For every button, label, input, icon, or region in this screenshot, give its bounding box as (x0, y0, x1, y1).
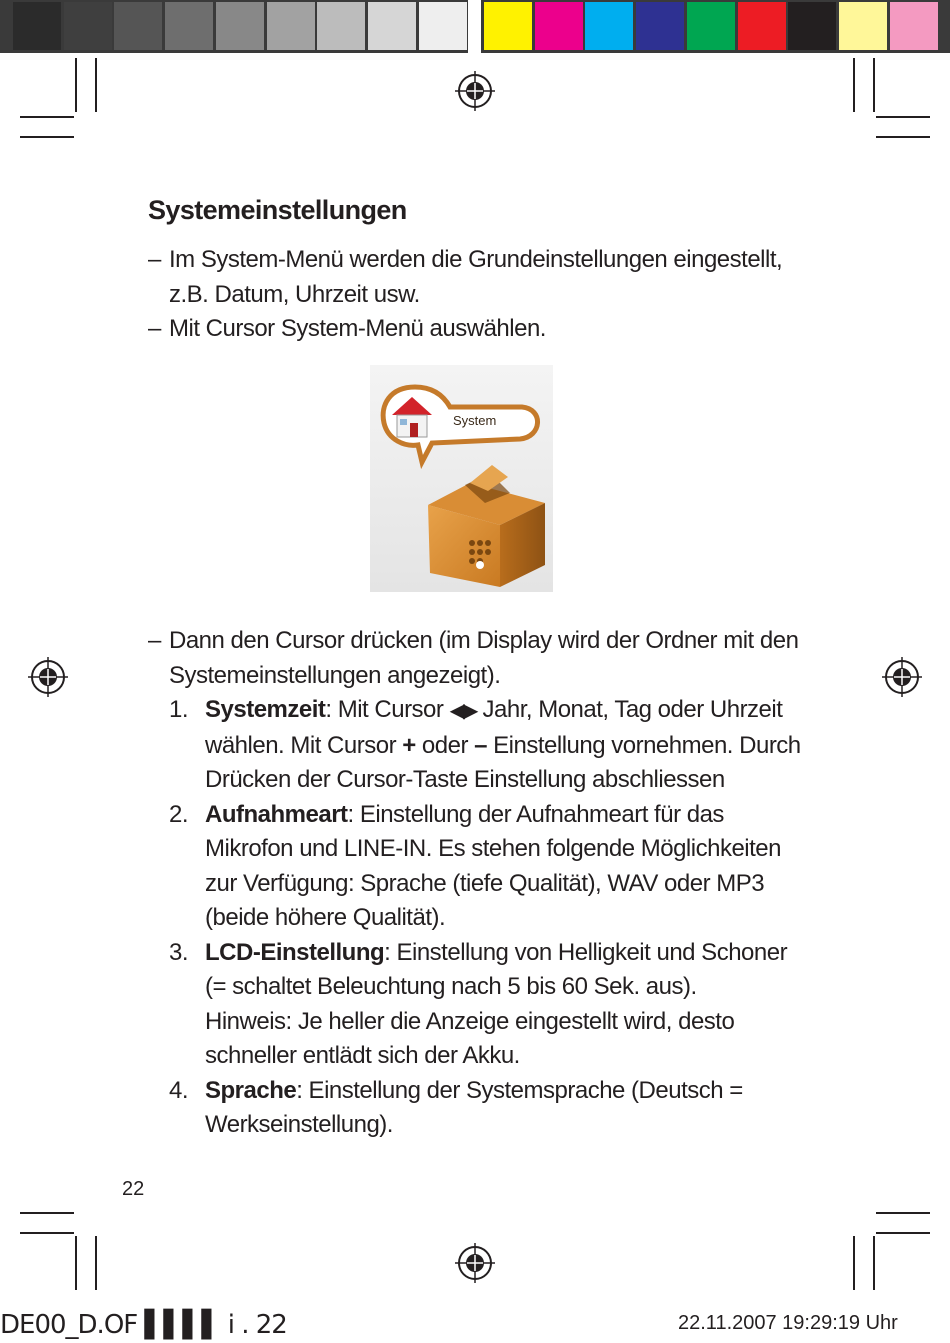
system-menu-illustration (370, 365, 553, 592)
gray-swatch (419, 2, 467, 50)
gray-swatch (317, 2, 365, 50)
numbered-item (148, 693, 808, 798)
list-item-text: Dann den Cursor drücken (im Display wird der Ordner mit den Systemeinstellungen angezeigt). (169, 627, 799, 689)
color-swatch (585, 2, 633, 50)
registration-mark-icon (881, 656, 923, 698)
crop-mark (75, 1236, 77, 1290)
print-slug-filename: DE00_D.OF ▌▌▌▌ i . 22 (0, 1310, 287, 1340)
color-swatch (890, 2, 938, 50)
item-term: Aufnahmeart (205, 800, 348, 828)
crop-mark (876, 1212, 930, 1214)
crop-mark (20, 136, 74, 138)
crop-mark (75, 58, 77, 112)
item-text: : Einstellung der Systemsprache (Deutsch = Werkseinstellung). (205, 1076, 743, 1138)
crop-mark (95, 58, 97, 112)
crop-mark (873, 58, 875, 112)
color-swatch (687, 2, 735, 50)
crop-mark (20, 116, 74, 118)
minus-symbol: – (474, 731, 487, 759)
crop-mark (20, 1232, 74, 1234)
gray-swatch (368, 2, 416, 50)
item-number: 4. (169, 1076, 189, 1104)
crop-mark (876, 116, 930, 118)
numbered-item (148, 936, 808, 1074)
system-menu-label: System (453, 413, 497, 428)
crop-mark (873, 1236, 875, 1290)
item-note: Hinweis: Je heller die Anzeige eingestellt wird, desto schneller entlädt sich der Akku. (205, 1007, 735, 1069)
cursor-arrows-icon: ◀▶ (449, 700, 477, 722)
crop-mark (20, 1212, 74, 1214)
page-title: Systemeinstellungen (148, 195, 407, 225)
crop-mark (876, 1232, 930, 1234)
registration-mark-icon (27, 656, 69, 698)
list-item (148, 624, 808, 693)
item-term: Sprache (205, 1076, 297, 1104)
intro-list (148, 243, 808, 347)
page-number: 22 (122, 1178, 145, 1200)
list-item-text: Mit Cursor System-Menü auswählen. (169, 315, 546, 342)
color-swatch (788, 2, 836, 50)
registration-mark-icon (454, 70, 496, 112)
item-number: 3. (169, 938, 189, 966)
print-color-bar (0, 0, 950, 54)
color-swatch (535, 2, 583, 50)
item-term: Systemzeit (205, 696, 326, 723)
gray-swatch (13, 2, 61, 50)
registration-mark-icon (454, 1242, 496, 1284)
list-item (148, 243, 808, 312)
crop-mark (876, 136, 930, 138)
dash-marker: – (148, 246, 161, 273)
item-text: : Einstellung der Aufnahmeart für das Mikrofon und LINE-IN. Es stehen folgende Möglichkeiten zur Verfügung: Sprache (tiefe Qualität), WAV oder MP3 (beide höhere Qualität). (205, 800, 781, 931)
item-text: Einstellung vornehmen. Durch Drücken der Cursor-Taste Einstellung abschliessen (205, 731, 801, 793)
item-number: 1. (169, 696, 189, 723)
gray-swatch (114, 2, 162, 50)
item-number: 2. (169, 800, 189, 828)
crop-mark (853, 58, 855, 112)
color-swatch (738, 2, 786, 50)
numbered-item (148, 798, 808, 936)
color-swatch (636, 2, 684, 50)
system-menu-figure (370, 365, 553, 592)
item-text: : Einstellung von Helligkeit und Schoner (= schaltet Beleuchtung nach 5 bis 60 Sek. aus). (205, 938, 788, 1000)
color-swatch (484, 2, 532, 50)
crop-mark (853, 1236, 855, 1290)
list-item (148, 312, 808, 347)
list-item-text: Im System-Menü werden die Grundeinstellungen eingestellt, z.B. Datum, Uhrzeit usw. (169, 246, 783, 308)
item-text: Jahr, Monat, Tag oder Uhrzeit wählen. Mit Cursor (205, 696, 783, 759)
gray-swatch (64, 2, 112, 50)
crop-mark (95, 1236, 97, 1290)
print-slug-timestamp: 22.11.2007 19:29:19 Uhr (678, 1312, 898, 1334)
instruction-list (148, 624, 808, 1143)
gray-swatch (165, 2, 213, 50)
dash-marker: – (148, 627, 161, 654)
item-term: LCD-Einstellung (205, 938, 385, 966)
dash-marker: – (148, 315, 161, 342)
item-text: : Mit Cursor (325, 696, 450, 723)
gray-swatch (267, 2, 315, 50)
item-text: oder (415, 731, 475, 759)
gray-swatch (216, 2, 264, 50)
numbered-item (148, 1074, 808, 1143)
color-swatch (839, 2, 887, 50)
plus-symbol: + (402, 731, 416, 759)
